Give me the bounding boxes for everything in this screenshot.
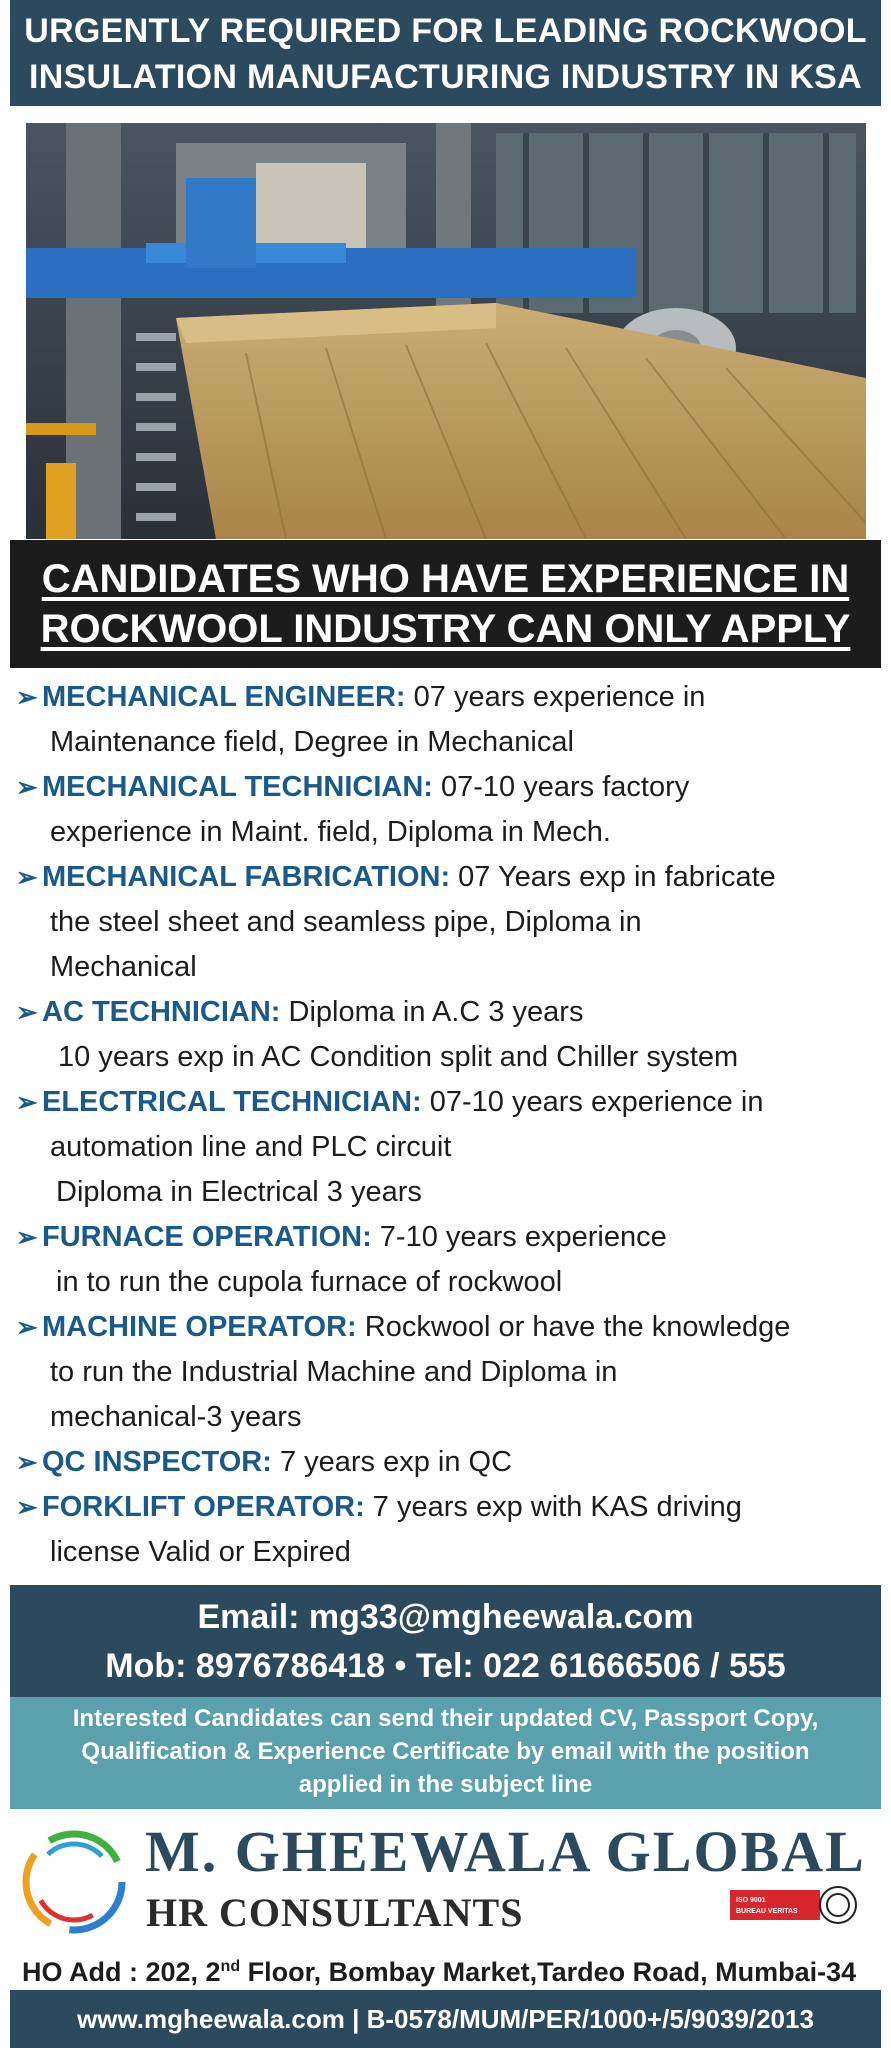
job-detail-line: Maintenance field, Degree in Mechanical xyxy=(50,726,574,758)
arrow-bullet-icon: ➢ xyxy=(16,1312,38,1342)
address-prefix: HO Add : 202, 2 xyxy=(22,1957,221,1987)
job-detail-line: Mechanical xyxy=(50,951,197,983)
job-detail-line: Diploma in Electrical 3 years xyxy=(56,1176,422,1208)
email-text[interactable]: Email: mg33@mgheewala.com xyxy=(197,1598,694,1636)
banner-line-2: ROCKWOOL INDUSTRY CAN ONLY APPLY xyxy=(40,607,851,651)
arrow-bullet-icon: ➢ xyxy=(16,1447,38,1477)
job-detail-line: experience in Maint. field, Diploma in Mech. xyxy=(50,816,611,848)
company-name: M. GHEEWALA GLOBAL xyxy=(145,1819,866,1884)
website-license-text[interactable]: www.mgheewala.com | B-0578/MUM/PER/1000+/5/9039/2013 xyxy=(77,2004,814,2034)
job-item-mechanical-fabrication xyxy=(14,855,884,990)
company-subtitle: HR CONSULTANTS xyxy=(146,1890,524,1935)
job-title: MECHANICAL ENGINEER: xyxy=(42,681,406,713)
job-item-mechanical-technician xyxy=(14,765,884,855)
experience-banner xyxy=(10,540,881,668)
arrow-bullet-icon: ➢ xyxy=(16,682,38,712)
header xyxy=(10,0,881,106)
header-line-2: INSULATION MANUFACTURING INDUSTRY IN KSA xyxy=(28,58,863,96)
job-title: FURNACE OPERATION: xyxy=(42,1221,372,1253)
header-line-1: URGENTLY REQUIRED FOR LEADING ROCKWOOL xyxy=(24,12,867,50)
banner-line-1: CANDIDATES WHO HAVE EXPERIENCE IN xyxy=(41,557,850,601)
job-detail: 07-10 years factory xyxy=(432,771,690,803)
job-title: QC INSPECTOR: xyxy=(42,1446,272,1478)
cert-iso-text: ISO 9001 xyxy=(736,1897,766,1904)
job-item-forklift-operator xyxy=(14,1485,884,1575)
head-office-address xyxy=(22,1949,856,1990)
job-title: MECHANICAL TECHNICIAN: xyxy=(42,771,433,803)
address-rest: Floor, Bombay Market,Tardeo Road, Mumbai-34 xyxy=(240,1957,857,1987)
job-detail-line: automation line and PLC circuit xyxy=(50,1131,452,1163)
job-title: MECHANICAL FABRICATION: xyxy=(42,861,451,893)
job-detail-line: license Valid or Expired xyxy=(50,1536,351,1568)
job-detail: Diploma in A.C 3 years xyxy=(280,996,584,1028)
job-item-mechanical-engineer xyxy=(14,675,884,765)
note-line-1: Interested Candidates can send their updated CV, Passport Copy, xyxy=(72,1705,819,1732)
application-note xyxy=(10,1697,881,1809)
job-item-ac-technician xyxy=(14,990,884,1080)
arrow-bullet-icon: ➢ xyxy=(16,1222,38,1252)
job-detail-line: to run the Industrial Machine and Diploma in xyxy=(50,1356,618,1388)
arrow-bullet-icon: ➢ xyxy=(16,1087,38,1117)
job-item-qc-inspector xyxy=(14,1440,884,1485)
job-detail-line: the steel sheet and seamless pipe, Diploma in xyxy=(50,906,642,938)
job-detail: 07-10 years experience in xyxy=(421,1086,764,1118)
job-item-furnace-operation xyxy=(14,1215,884,1305)
job-detail-line: in to run the cupola furnace of rockwool xyxy=(56,1266,563,1298)
job-title: ELECTRICAL TECHNICIAN: xyxy=(42,1086,422,1118)
job-title: FORKLIFT OPERATOR: xyxy=(42,1491,365,1523)
job-detail: 7 years exp with KAS driving xyxy=(364,1491,742,1523)
arrow-bullet-icon: ➢ xyxy=(16,997,38,1027)
job-title: MACHINE OPERATOR: xyxy=(42,1311,357,1343)
cert-bv-text: BUREAU VERITAS xyxy=(736,1908,798,1915)
job-title: AC TECHNICIAN: xyxy=(42,996,281,1028)
note-line-3: applied in the subject line xyxy=(298,1771,593,1798)
footer-bar xyxy=(10,1990,881,2048)
bureau-veritas-badge-icon xyxy=(730,1884,858,1926)
phone-numbers[interactable]: Mob: 8976786418 • Tel: 022 61666506 / 555 xyxy=(105,1647,786,1685)
factory-photo xyxy=(26,123,866,539)
job-detail: Rockwool or have the knowledge xyxy=(356,1311,791,1343)
job-detail-line: 10 years exp in AC Condition split and Chiller system xyxy=(58,1041,739,1073)
arrow-bullet-icon: ➢ xyxy=(16,862,38,892)
contact-block xyxy=(10,1585,881,1697)
job-detail: 07 Years exp in fabricate xyxy=(450,861,776,893)
job-item-machine-operator xyxy=(14,1305,884,1440)
arrow-bullet-icon: ➢ xyxy=(16,772,38,802)
job-item-electrical-technician xyxy=(14,1080,884,1215)
job-detail-line: mechanical-3 years xyxy=(50,1401,302,1433)
arrow-bullet-icon: ➢ xyxy=(16,1492,38,1522)
address-sup: nd xyxy=(220,1958,241,1975)
note-line-2: Qualification & Experience Certificate by email with the position xyxy=(81,1738,810,1765)
company-logo-icon xyxy=(18,1826,130,1938)
job-detail: 7 years exp in QC xyxy=(271,1446,513,1478)
job-list xyxy=(14,675,884,1575)
job-detail: 7-10 years experience xyxy=(371,1221,667,1253)
job-detail: 07 years experience in xyxy=(405,681,706,713)
